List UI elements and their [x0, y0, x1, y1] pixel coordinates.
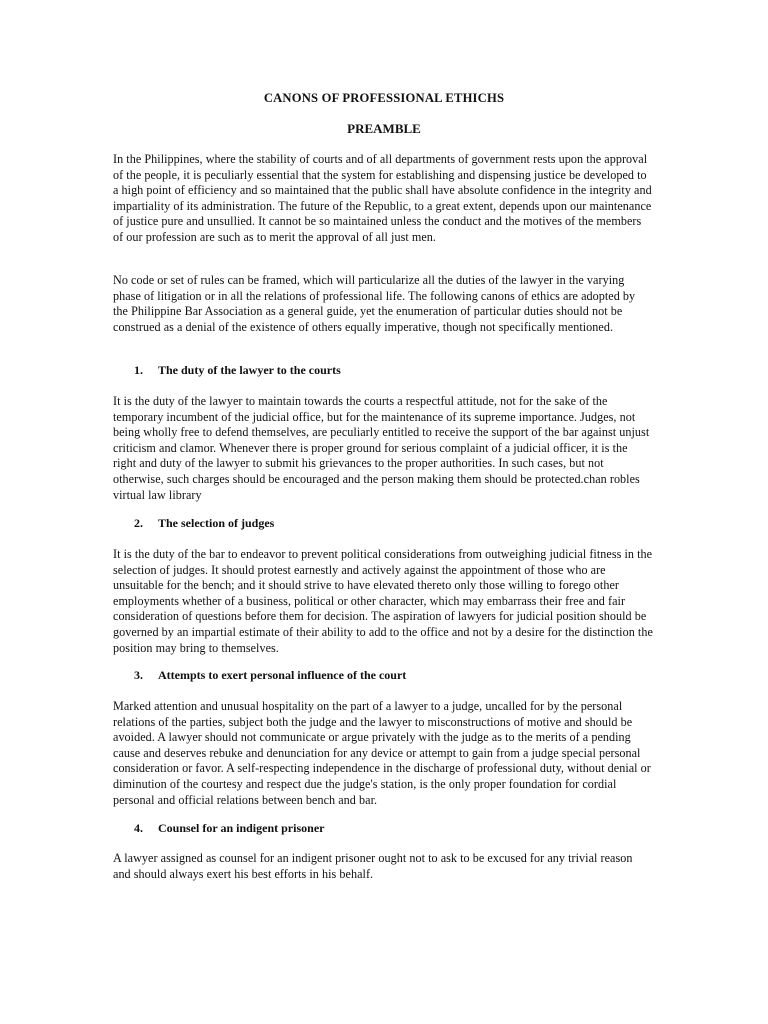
preamble-paragraph-1: In the Philippines, where the stability of courts and of all departments of government rests upon the approval of the people, it is peculiarly essential that the system for establishing and dispensing justice be developed to a high point of efficiency and so maintained that the public shall have absolute confidence in the integrity and impartiality of its administration. The future of the Republic, to a great extent, depends upon our maintenance of justice pure and unsullied. It cannot be so maintained unless the conduct and the motives of the members of our profession are such as to merit the approval of all just men. [113, 152, 652, 244]
document-title: CANONS OF PROFESSIONAL ETHICHS [263, 91, 505, 105]
canon-2-body: It is the duty of the bar to endeavor to prevent political considerations from outweighing judicial fitness in the selection of judges. It should protest earnestly and actively against the appointment of those who are unsuitable for the bench; and it should strive to have elevated thereto only those willing to forego other employments whether of a business, political or other character, which may embarrass their free and fair consideration of questions before them for decision. The aspiration of lawyers for judicial position should be governed by an impartial estimate of their ability to add to the office and not by a desire for the distinction the position may bring to themselves. [113, 547, 653, 655]
canon-3-heading [134, 668, 654, 684]
canon-1-number: 1. [134, 363, 143, 377]
canon-2-title: The selection of judges [158, 516, 275, 530]
canon-4-heading [134, 821, 654, 837]
canon-4-title: Counsel for an indigent prisoner [158, 821, 325, 835]
preamble-heading: PREAMBLE [347, 121, 421, 136]
canon-3-body: Marked attention and unusual hospitality on the part of a lawyer to a judge, uncalled for by the personal relations of the parties, subject both the judge and the lawyer to misconstructions of motive and should be avoided. A lawyer should not communicate or argue privately with the judge as to the merits of a pending cause and deserves rebuke and denunciation for any device or attempt to gain from a judge special personal consideration or favor. A self-respecting independence in the discharge of professional duty, without denial or diminution of the courtesy and respect due the judge's station, is the only proper foundation for cordial personal and official relations between bench and bar. [113, 699, 651, 807]
canon-4-body: A lawyer assigned as counsel for an indigent prisoner ought not to ask to be excused for any trivial reason and should always exert his best efforts in his behalf. [113, 851, 633, 881]
canon-2-number: 2. [134, 516, 143, 530]
canon-1-title: The duty of the lawyer to the courts [158, 363, 341, 377]
canon-3-number: 3. [134, 668, 143, 682]
canon-3-title: Attempts to exert personal influence of the court [158, 668, 407, 682]
canon-1-heading [134, 363, 654, 379]
preamble-paragraph-2: No code or set of rules can be framed, which will particularize all the duties of the lawyer in the varying phase of litigation or in all the relations of professional life. The following canons of ethics are adopted by the Philippine Bar Association as a general guide, yet the enumeration of particular duties should not be construed as a denial of the existence of others equally imperative, though not specifically mentioned. [113, 273, 636, 334]
canon-4-number: 4. [134, 821, 143, 835]
canon-1-body: It is the duty of the lawyer to maintain towards the courts a respectful attitude, not for the sake of the temporary incumbent of the judicial office, but for the maintenance of its supreme importance. Judges, not being wholly free to defend themselves, are peculiarly entitled to receive the support of the bar against unjust criticism and clamor. Whenever there is proper ground for serious complaint of a judicial officer, it is the right and duty of the lawyer to submit his grievances to the proper authorities. In such cases, but not otherwise, such charges should be encouraged and the person making them should be protected.chan robles virtual law library [113, 394, 650, 502]
canon-2-heading [134, 516, 654, 532]
